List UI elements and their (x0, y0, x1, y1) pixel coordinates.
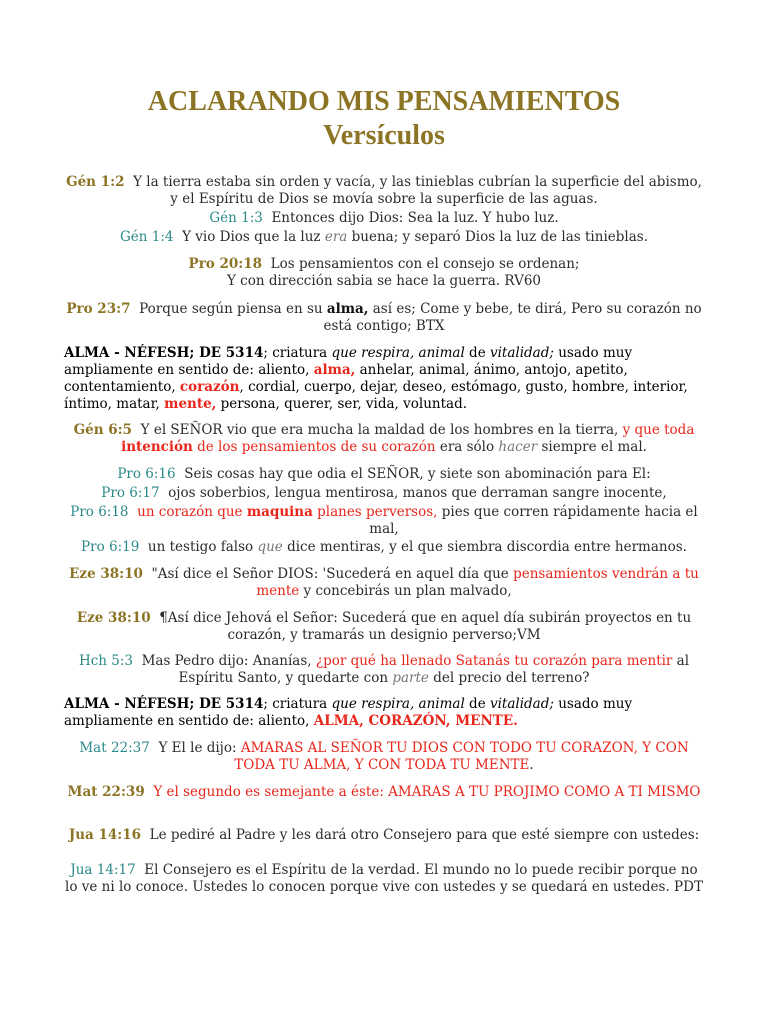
verse-pro-6-18 (64, 504, 704, 538)
definition-highlight: corazón (179, 379, 240, 395)
verse-text: El Consejero es el Espíritu de la verdad. El mundo no lo puede recibir porque no lo ve ni lo conoce. Ustedes lo conocen porque vive con ustedes y se quedará en ustedes. PDT (65, 862, 703, 895)
verse-jua-14-16 (64, 827, 704, 844)
verse-mat-22-37 (64, 740, 704, 774)
verse-ref: Hch 5:3 (78, 653, 133, 669)
definition-head: ALMA - NÉFESH; DE 5314 (64, 696, 264, 712)
verse-jua-14-17 (64, 862, 704, 896)
definition-text: de (464, 345, 490, 361)
verse-text: buena; y separó Dios la luz de las tinieblas. (347, 229, 648, 245)
definition-text: usado muy ampliamente en sentido de: aliento, (64, 696, 633, 729)
verse-ref: Gén 6:5 (73, 422, 133, 438)
verse-ref: Pro 6:16 (117, 466, 176, 482)
definition-text: anhelar, animal, ánimo, antojo, apetito, contentamiento, (64, 362, 628, 395)
verse-ref: Pro 6:18 (70, 504, 129, 520)
verse-ref: Gén 1:2 (66, 174, 125, 190)
verse-text: Le pediré al Padre y les dará otro Consejero para que esté siempre con ustedes: (149, 827, 700, 843)
verse-ref: Pro 23:7 (66, 301, 131, 317)
verse-highlight: y que toda (622, 422, 695, 438)
definition-text: usado muy ampliamente en sentido de: aliento, (64, 345, 633, 378)
verse-pro-6-19 (64, 539, 704, 556)
verse-text: Porque según piensa en su (139, 301, 327, 317)
definition-alma-2 (64, 696, 704, 730)
verse-text: Y El le dijo: (158, 740, 241, 756)
verse-ref: Gén 1:3 (209, 210, 263, 226)
verse-text: "Así dice el Señor DIOS: 'Sucederá en aquel día que (151, 566, 514, 582)
verse-ref: Pro 20:18 (188, 256, 263, 272)
verse-ref: Mat 22:37 (79, 740, 150, 756)
verse-highlight: planes perversos, (312, 504, 438, 520)
verse-text: era sólo (435, 439, 499, 455)
verse-gen-6-5 (64, 422, 704, 456)
verse-pro-20-18 (64, 256, 704, 290)
verse-hch-5-3 (64, 653, 704, 687)
verse-text: ojos soberbios, lengua mentirosa, manos que derraman sangre inocente, (168, 485, 667, 501)
verse-bold: alma, (326, 301, 369, 317)
verse-mat-22-39 (64, 784, 704, 801)
verse-ref: Gén 1:4 (120, 229, 174, 245)
definition-italic: que respira, animal (331, 345, 465, 361)
verse-highlight: intención (121, 439, 193, 455)
verse-pro-6-16 (64, 466, 704, 483)
verse-text: del precio del terreno? (428, 670, 590, 686)
verse-italic: hacer (498, 439, 538, 455)
verse-ref: Pro 6:17 (101, 485, 160, 501)
definition-text: de (464, 696, 490, 712)
verse-highlight: pensamientos vendrán a tu mente (256, 566, 699, 599)
verse-highlight: ¿por qué ha llenado Satanás tu corazón para mentir (315, 653, 673, 669)
verse-text: Entonces dijo Dios: Sea la luz. Y hubo luz. (271, 210, 559, 226)
definition-text: , cordial, cuerpo, dejar, deseo, estómago, gusto, hombre, interior, íntimo, matar, (64, 379, 688, 412)
verse-ref: Jua 14:17 (70, 862, 136, 878)
page-subtitle: Versículos (323, 120, 445, 151)
definition-italic: que respira, animal (331, 696, 465, 712)
verse-text: ¶Así dice Jehová el Señor: Sucederá que en aquel día subirán proyectos en tu corazón, y tramarás un designio perverso;VM (159, 610, 692, 643)
verse-eze-38-10-a (64, 566, 704, 600)
verse-pro-6-17 (64, 485, 704, 502)
definition-alma-1 (64, 345, 704, 413)
verse-gen-1-4 (64, 229, 704, 246)
page-title: ACLARANDO MIS PENSAMIENTOS (147, 86, 621, 117)
definition-head: ALMA - NÉFESH; DE 5314 (64, 345, 264, 361)
verse-eze-38-10-b (64, 610, 704, 644)
verse-text: Seis cosas hay que odia el SEÑOR, y siete son abominación para El: (184, 466, 651, 482)
verse-highlight: Y el segundo es semejante a éste: AMARAS A TU PROJIMO COMO A TI MISMO (153, 784, 701, 800)
verse-ref: Jua 14:16 (68, 827, 142, 843)
verse-text: . (529, 757, 534, 773)
verse-text: Y con dirección sabia se hace la guerra. RV60 (226, 273, 542, 289)
verse-text: siempre el mal. (537, 439, 647, 455)
verse-text: Los pensamientos con el consejo se ordenan; (270, 256, 580, 272)
verse-text: Y el SEÑOR vio que era mucha la maldad de los hombres en la tierra, (140, 422, 623, 438)
verse-text: Mas Pedro dijo: Ananías, (141, 653, 316, 669)
definition-italic: vitalidad; (489, 345, 554, 361)
verse-pro-23-7 (64, 301, 704, 335)
verse-text: un testigo falso (147, 539, 258, 555)
verse-text: y concebirás un plan malvado, (299, 583, 512, 599)
verse-highlight: maquina (246, 504, 313, 520)
verse-ref: Eze 38:10 (76, 610, 151, 626)
verse-text: así es; Come y bebe, te dirá, Pero su corazón no está contigo; BTX (323, 301, 702, 334)
definition-highlight: alma, (313, 362, 356, 378)
verse-text: dice mentiras, y el que siembra discordia entre hermanos. (282, 539, 687, 555)
verse-italic: era (324, 229, 348, 245)
definition-text: ; criatura (263, 345, 332, 361)
verse-text: al Espíritu Santo, y quedarte con (178, 653, 690, 686)
verse-ref: Eze 38:10 (69, 566, 143, 582)
verse-text: Y vio Dios que la luz (182, 229, 325, 245)
definition-highlight: mente, (164, 396, 217, 412)
verse-text: pies que corren rápidamente hacia el mal, (369, 504, 698, 537)
verse-ref: Mat 22:39 (67, 784, 145, 800)
verse-italic: parte (392, 670, 429, 686)
verse-highlight: un corazón que (137, 504, 247, 520)
definition-text: persona, querer, ser, vida, voluntad. (216, 396, 468, 412)
verse-text: Y la tierra estaba sin orden y vacía, y las tinieblas cubrían la superficie del abismo, y el Espíritu de Dios se movía sobre la superficie de las aguas. (133, 174, 702, 207)
verse-gen-1-3 (64, 210, 704, 227)
verse-highlight: de los pensamientos de su corazón (192, 439, 436, 455)
verse-italic: que (257, 539, 283, 555)
verse-highlight: AMARAS AL SEÑOR TU DIOS CON TODO TU CORAZON, Y CON TODA TU ALMA, Y CON TODA TU MENTE (234, 740, 689, 773)
definition-italic: vitalidad; (489, 696, 554, 712)
definition-highlight: ALMA, CORAZÓN, MENTE. (313, 713, 518, 729)
verse-ref: Pro 6:19 (81, 539, 140, 555)
definition-text: ; criatura (263, 696, 332, 712)
verse-gen-1-2 (64, 174, 704, 208)
